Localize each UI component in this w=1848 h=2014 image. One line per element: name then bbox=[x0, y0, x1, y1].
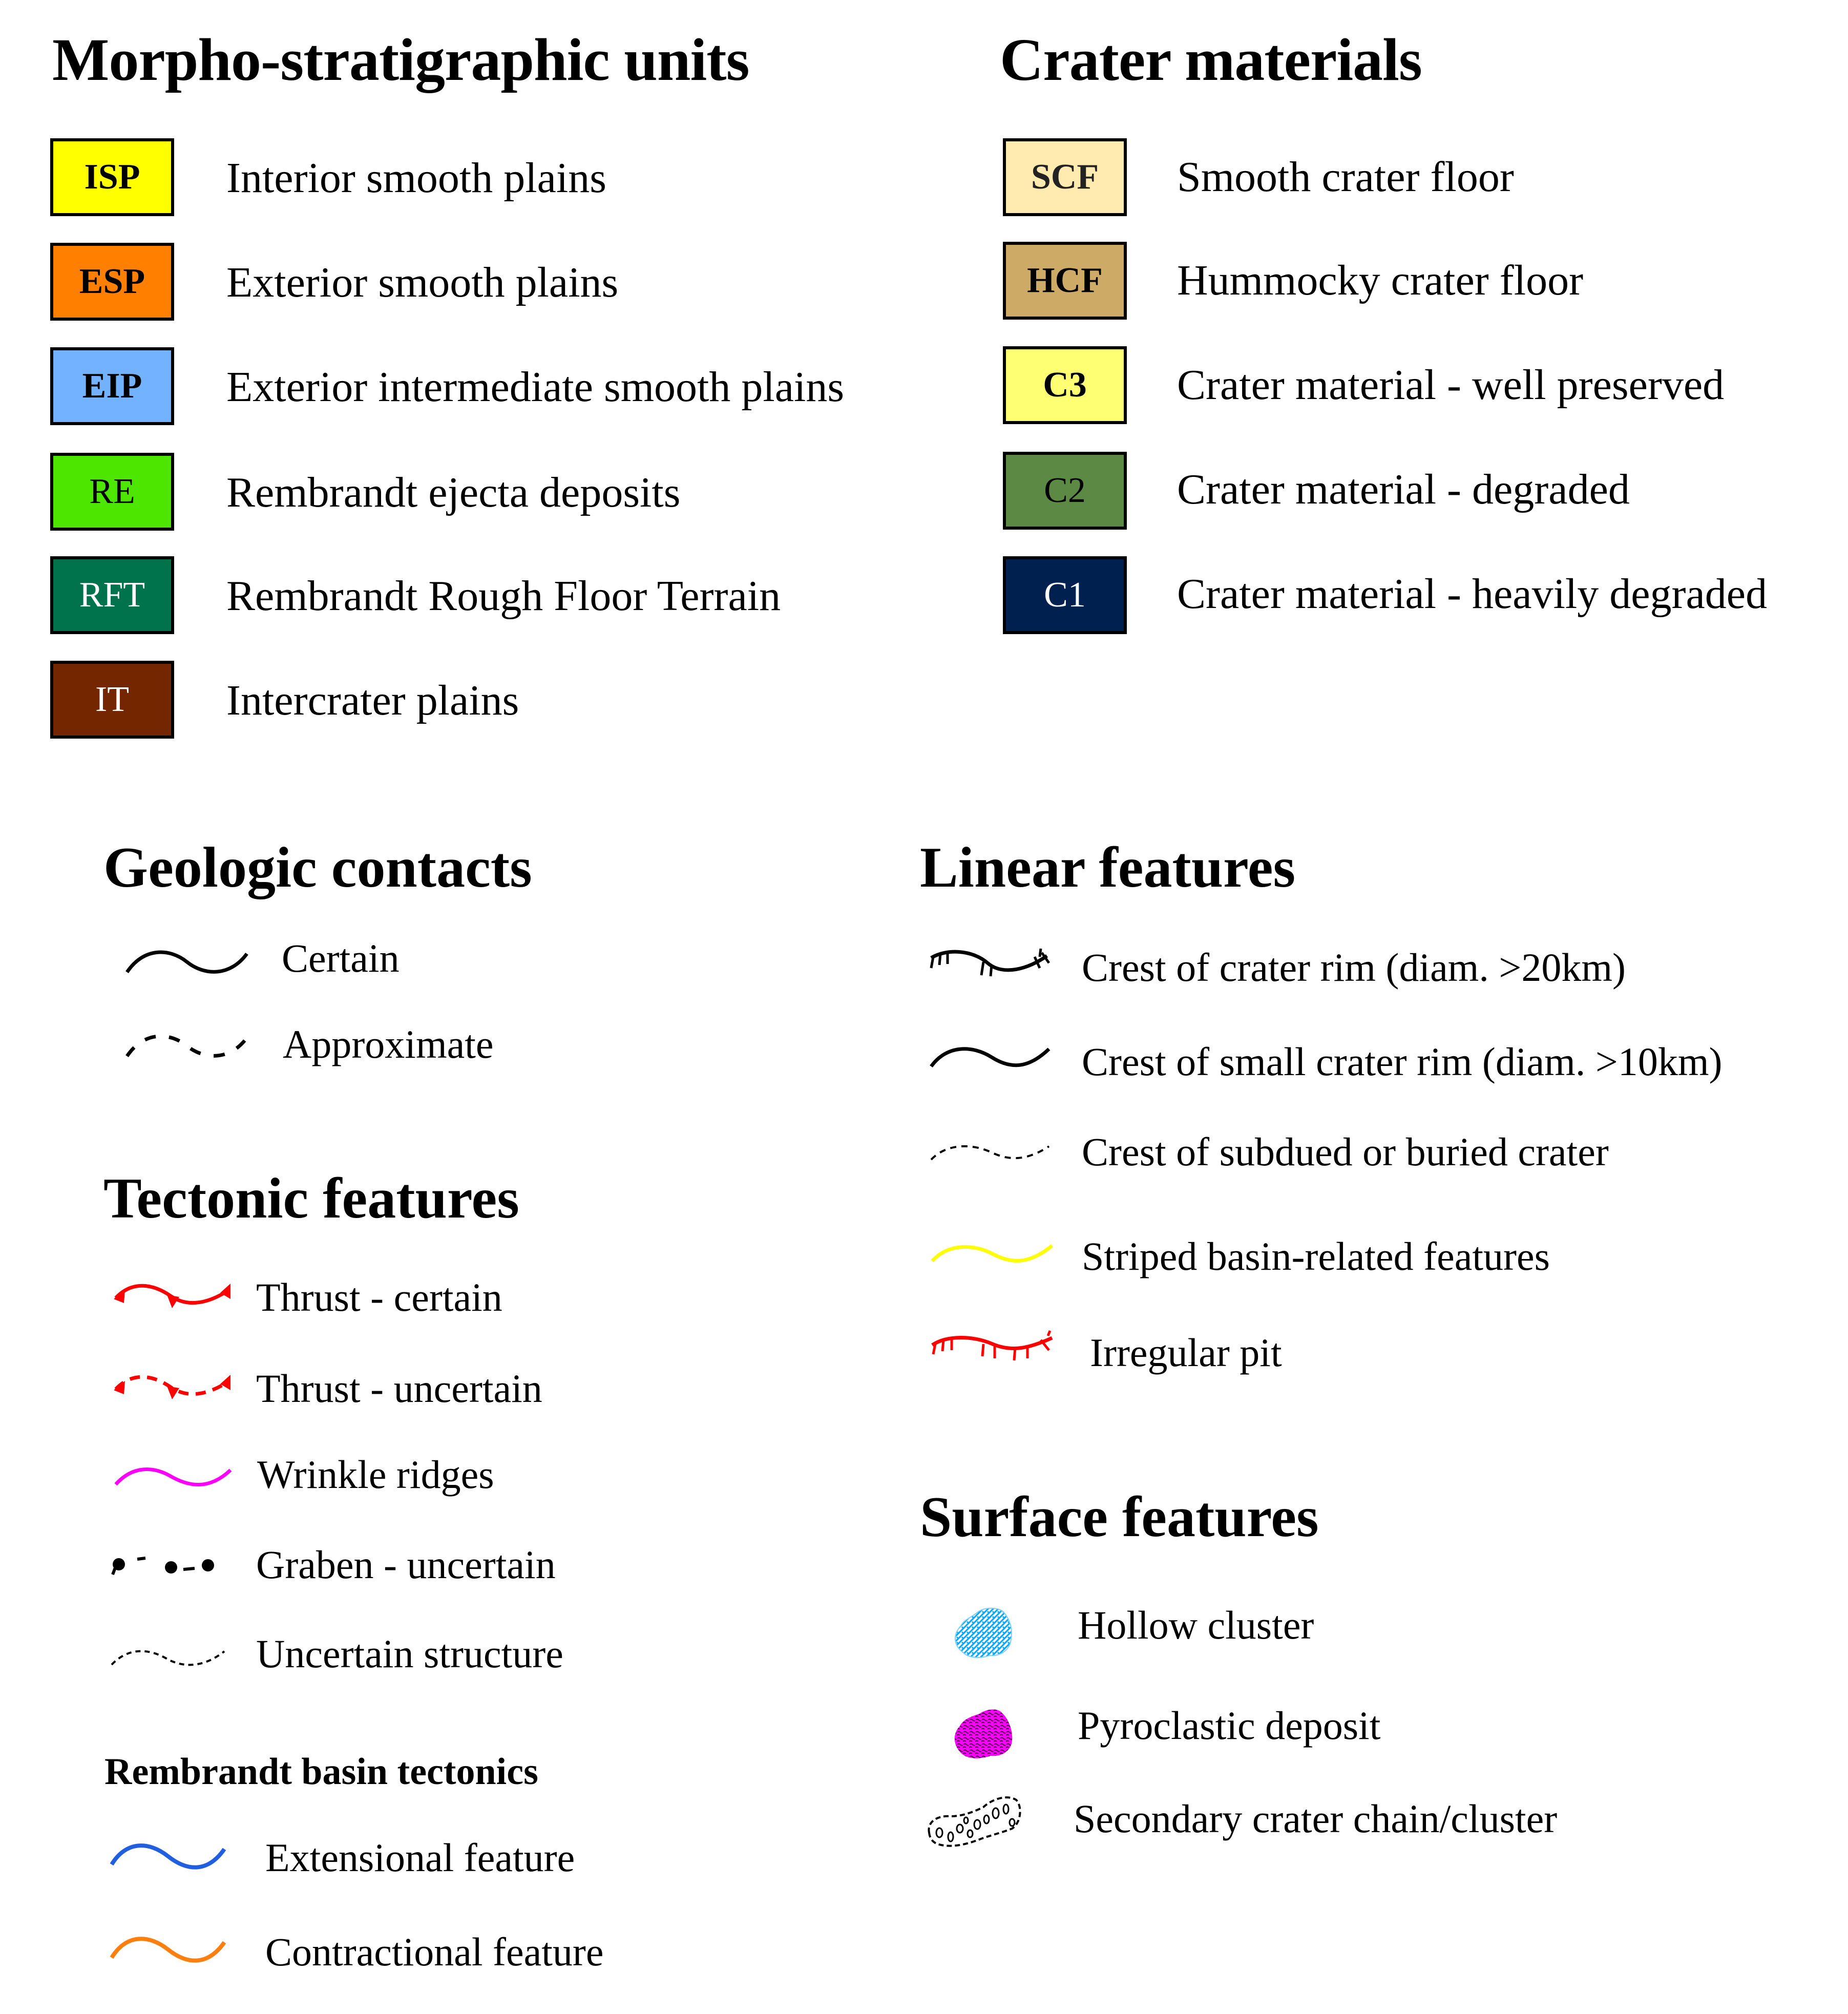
surface-features-title: Surface features bbox=[920, 1485, 1319, 1549]
unit-label-re: Rembrandt ejecta deposits bbox=[226, 469, 681, 516]
unit-label-hcf: Hummocky crater floor bbox=[1177, 257, 1584, 304]
tectonic-label-wrinkle-ridges: Wrinkle ridges bbox=[257, 1452, 494, 1497]
thrust-certain-icon bbox=[112, 1276, 235, 1317]
linear-label-crater-rim: Crest of crater rim (diam. >20km) bbox=[1082, 945, 1626, 990]
unit-swatch-scf: SCF bbox=[1003, 138, 1127, 216]
unit-swatch-c1: C1 bbox=[1003, 556, 1127, 634]
buried-crater-dashed-icon bbox=[926, 1131, 1054, 1172]
tectonic-label-graben-uncertain: Graben - uncertain bbox=[256, 1542, 556, 1587]
unit-label-eip: Exterior intermediate smooth plains bbox=[226, 363, 845, 411]
small-rim-line-icon bbox=[926, 1040, 1054, 1081]
geologic-contacts-title: Geologic contacts bbox=[103, 836, 532, 899]
tectonic-label-thrust-certain: Thrust - certain bbox=[256, 1275, 502, 1319]
unit-label-c3: Crater material - well preserved bbox=[1177, 361, 1725, 409]
unit-swatch-eip: EIP bbox=[50, 347, 174, 425]
morpho-units-title: Morpho-stratigraphic units bbox=[52, 26, 749, 93]
unit-swatch-hcf: HCF bbox=[1003, 242, 1127, 320]
unit-label-isp: Interior smooth plains bbox=[226, 154, 606, 202]
tectonic-label-uncertain-structure: Uncertain structure bbox=[256, 1631, 563, 1676]
surface-label-secondary-crater: Secondary crater chain/cluster bbox=[1074, 1796, 1558, 1841]
unit-label-scf: Smooth crater floor bbox=[1177, 153, 1514, 201]
unit-label-c2: Crater material - degraded bbox=[1177, 466, 1630, 513]
extensional-line-icon bbox=[108, 1834, 230, 1880]
hollow-cluster-icon bbox=[951, 1605, 1017, 1662]
unit-label-it: Intercrater plains bbox=[226, 677, 519, 724]
unit-swatch-rft: RFT bbox=[50, 556, 174, 634]
unit-label-rft: Rembrandt Rough Floor Terrain bbox=[226, 572, 781, 620]
rembrandt-tectonics-title: Rembrandt basin tectonics bbox=[104, 1751, 538, 1793]
surface-label-pyroclastic-deposit: Pyroclastic deposit bbox=[1078, 1703, 1381, 1748]
rembrandt-label-contractional: Contractional feature bbox=[265, 1929, 604, 1974]
graben-uncertain-icon bbox=[108, 1546, 230, 1587]
linear-label-striped-basin: Striped basin-related features bbox=[1082, 1234, 1550, 1278]
solid-line-icon bbox=[123, 942, 251, 983]
unit-swatch-esp: ESP bbox=[50, 243, 174, 321]
wrinkle-ridge-icon bbox=[112, 1459, 235, 1500]
unit-swatch-re: RE bbox=[50, 453, 174, 531]
linear-label-irregular-pit: Irregular pit bbox=[1090, 1330, 1282, 1375]
unit-label-esp: Exterior smooth plains bbox=[226, 259, 619, 306]
tectonic-features-title: Tectonic features bbox=[103, 1167, 519, 1230]
surface-label-hollow-cluster: Hollow cluster bbox=[1078, 1603, 1314, 1647]
unit-swatch-it: IT bbox=[50, 661, 174, 739]
dashed-line-icon bbox=[123, 1026, 251, 1067]
unit-swatch-c2: C2 bbox=[1003, 452, 1127, 530]
tectonic-label-thrust-uncertain: Thrust - uncertain bbox=[256, 1366, 542, 1411]
thrust-uncertain-icon bbox=[112, 1368, 235, 1409]
contact-label-approximate: Approximate bbox=[283, 1022, 494, 1066]
linear-features-title: Linear features bbox=[920, 836, 1296, 899]
secondary-crater-icon bbox=[922, 1793, 1024, 1849]
rembrandt-label-extensional: Extensional feature bbox=[265, 1835, 575, 1880]
striped-basin-line-icon bbox=[927, 1234, 1055, 1275]
crater-rim-hachured-icon bbox=[926, 946, 1054, 987]
crater-materials-title: Crater materials bbox=[1000, 26, 1422, 93]
contractional-line-icon bbox=[108, 1927, 230, 1973]
unit-label-c1: Crater material - heavily degraded bbox=[1177, 570, 1768, 618]
linear-label-buried-crater: Crest of subdued or buried crater bbox=[1082, 1129, 1609, 1174]
dotted-line-icon bbox=[108, 1637, 230, 1678]
linear-label-small-rim: Crest of small crater rim (diam. >10km) bbox=[1082, 1039, 1723, 1084]
unit-swatch-c3: C3 bbox=[1003, 346, 1127, 424]
pyroclastic-deposit-icon bbox=[951, 1706, 1017, 1762]
irregular-pit-hachured-icon bbox=[927, 1330, 1055, 1371]
unit-swatch-isp: ISP bbox=[50, 138, 174, 216]
contact-label-certain: Certain bbox=[282, 936, 400, 980]
